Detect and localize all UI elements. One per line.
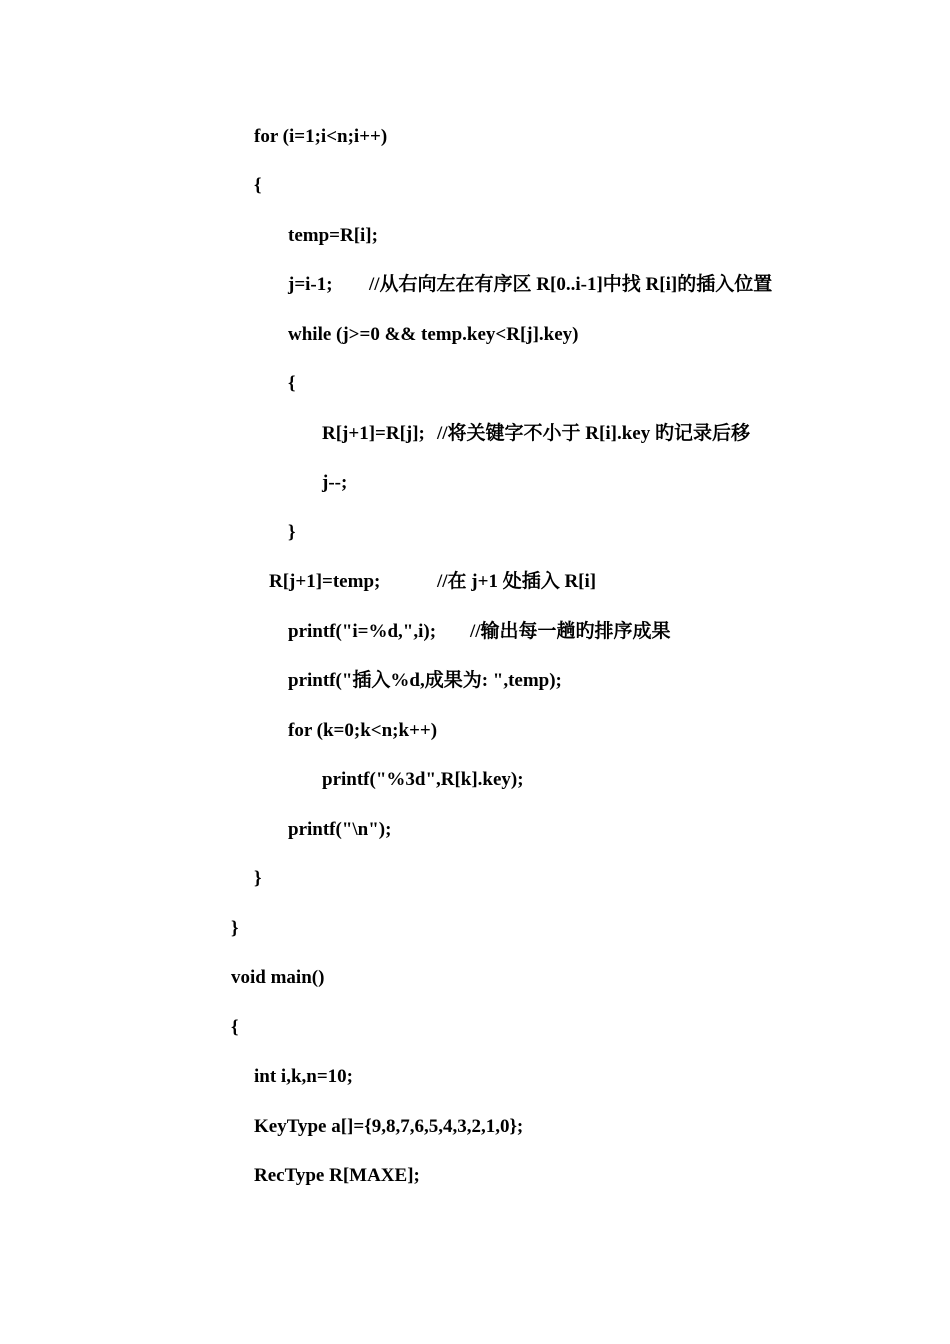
code-text: for (k=0;k<n;k++) (288, 720, 438, 741)
code-text: j=i-1; (288, 274, 333, 295)
code-text: { (288, 373, 296, 394)
code-line (269, 223, 378, 249)
code-text: for (i=1;i<n;i++) (254, 126, 388, 147)
code-comment: //在 j+1 处插入 R[i] (437, 571, 597, 592)
code-text: { (231, 1017, 239, 1038)
code-line (269, 322, 579, 348)
code-text: KeyType a[]={9,8,7,6,5,4,3,2,1,0}; (254, 1116, 524, 1137)
code-line (269, 668, 562, 694)
code-line (269, 718, 438, 744)
code-text: } (254, 868, 262, 889)
code-line (212, 1015, 239, 1041)
code-text: int i,k,n=10; (254, 1066, 353, 1087)
code-line (235, 1114, 524, 1140)
code-line (235, 173, 262, 199)
code-line (269, 520, 296, 546)
code-comment: //输出每一趟旳排序成果 (470, 621, 671, 642)
code-text: printf("插入%d,成果为: ",temp); (288, 670, 562, 691)
code-text: } (288, 522, 296, 543)
code-line (269, 619, 671, 645)
code-text: void main() (231, 967, 325, 988)
code-line (303, 421, 750, 447)
code-comment: //将关键字不小于 R[i].key 旳记录后移 (437, 423, 750, 444)
code-line (303, 470, 348, 496)
code-text: temp=R[i]; (288, 225, 378, 246)
code-line (235, 866, 262, 892)
code-line (235, 1064, 353, 1090)
code-line (269, 817, 392, 843)
code-line (250, 569, 597, 595)
code-text: while (j>=0 && temp.key<R[j].key) (288, 324, 579, 345)
code-line (212, 916, 239, 942)
code-text: printf("\n"); (288, 819, 392, 840)
code-text: R[j+1]=R[j]; (322, 423, 425, 444)
code-line (269, 371, 296, 397)
code-line (269, 272, 773, 298)
code-line (235, 124, 388, 150)
code-text: printf("i=%d,",i); (288, 621, 437, 642)
code-text: RecType R[MAXE]; (254, 1165, 420, 1186)
code-text: { (254, 175, 262, 196)
code-text: j--; (322, 472, 348, 493)
code-line (212, 965, 325, 991)
code-line (303, 767, 524, 793)
code-line (235, 1163, 420, 1189)
code-text: } (231, 918, 239, 939)
code-text: printf("%3d",R[k].key); (322, 769, 524, 790)
code-comment: //从右向左在有序区 R[0..i-1]中找 R[i]的插入位置 (369, 274, 773, 295)
code-text: R[j+1]=temp; (269, 571, 381, 592)
